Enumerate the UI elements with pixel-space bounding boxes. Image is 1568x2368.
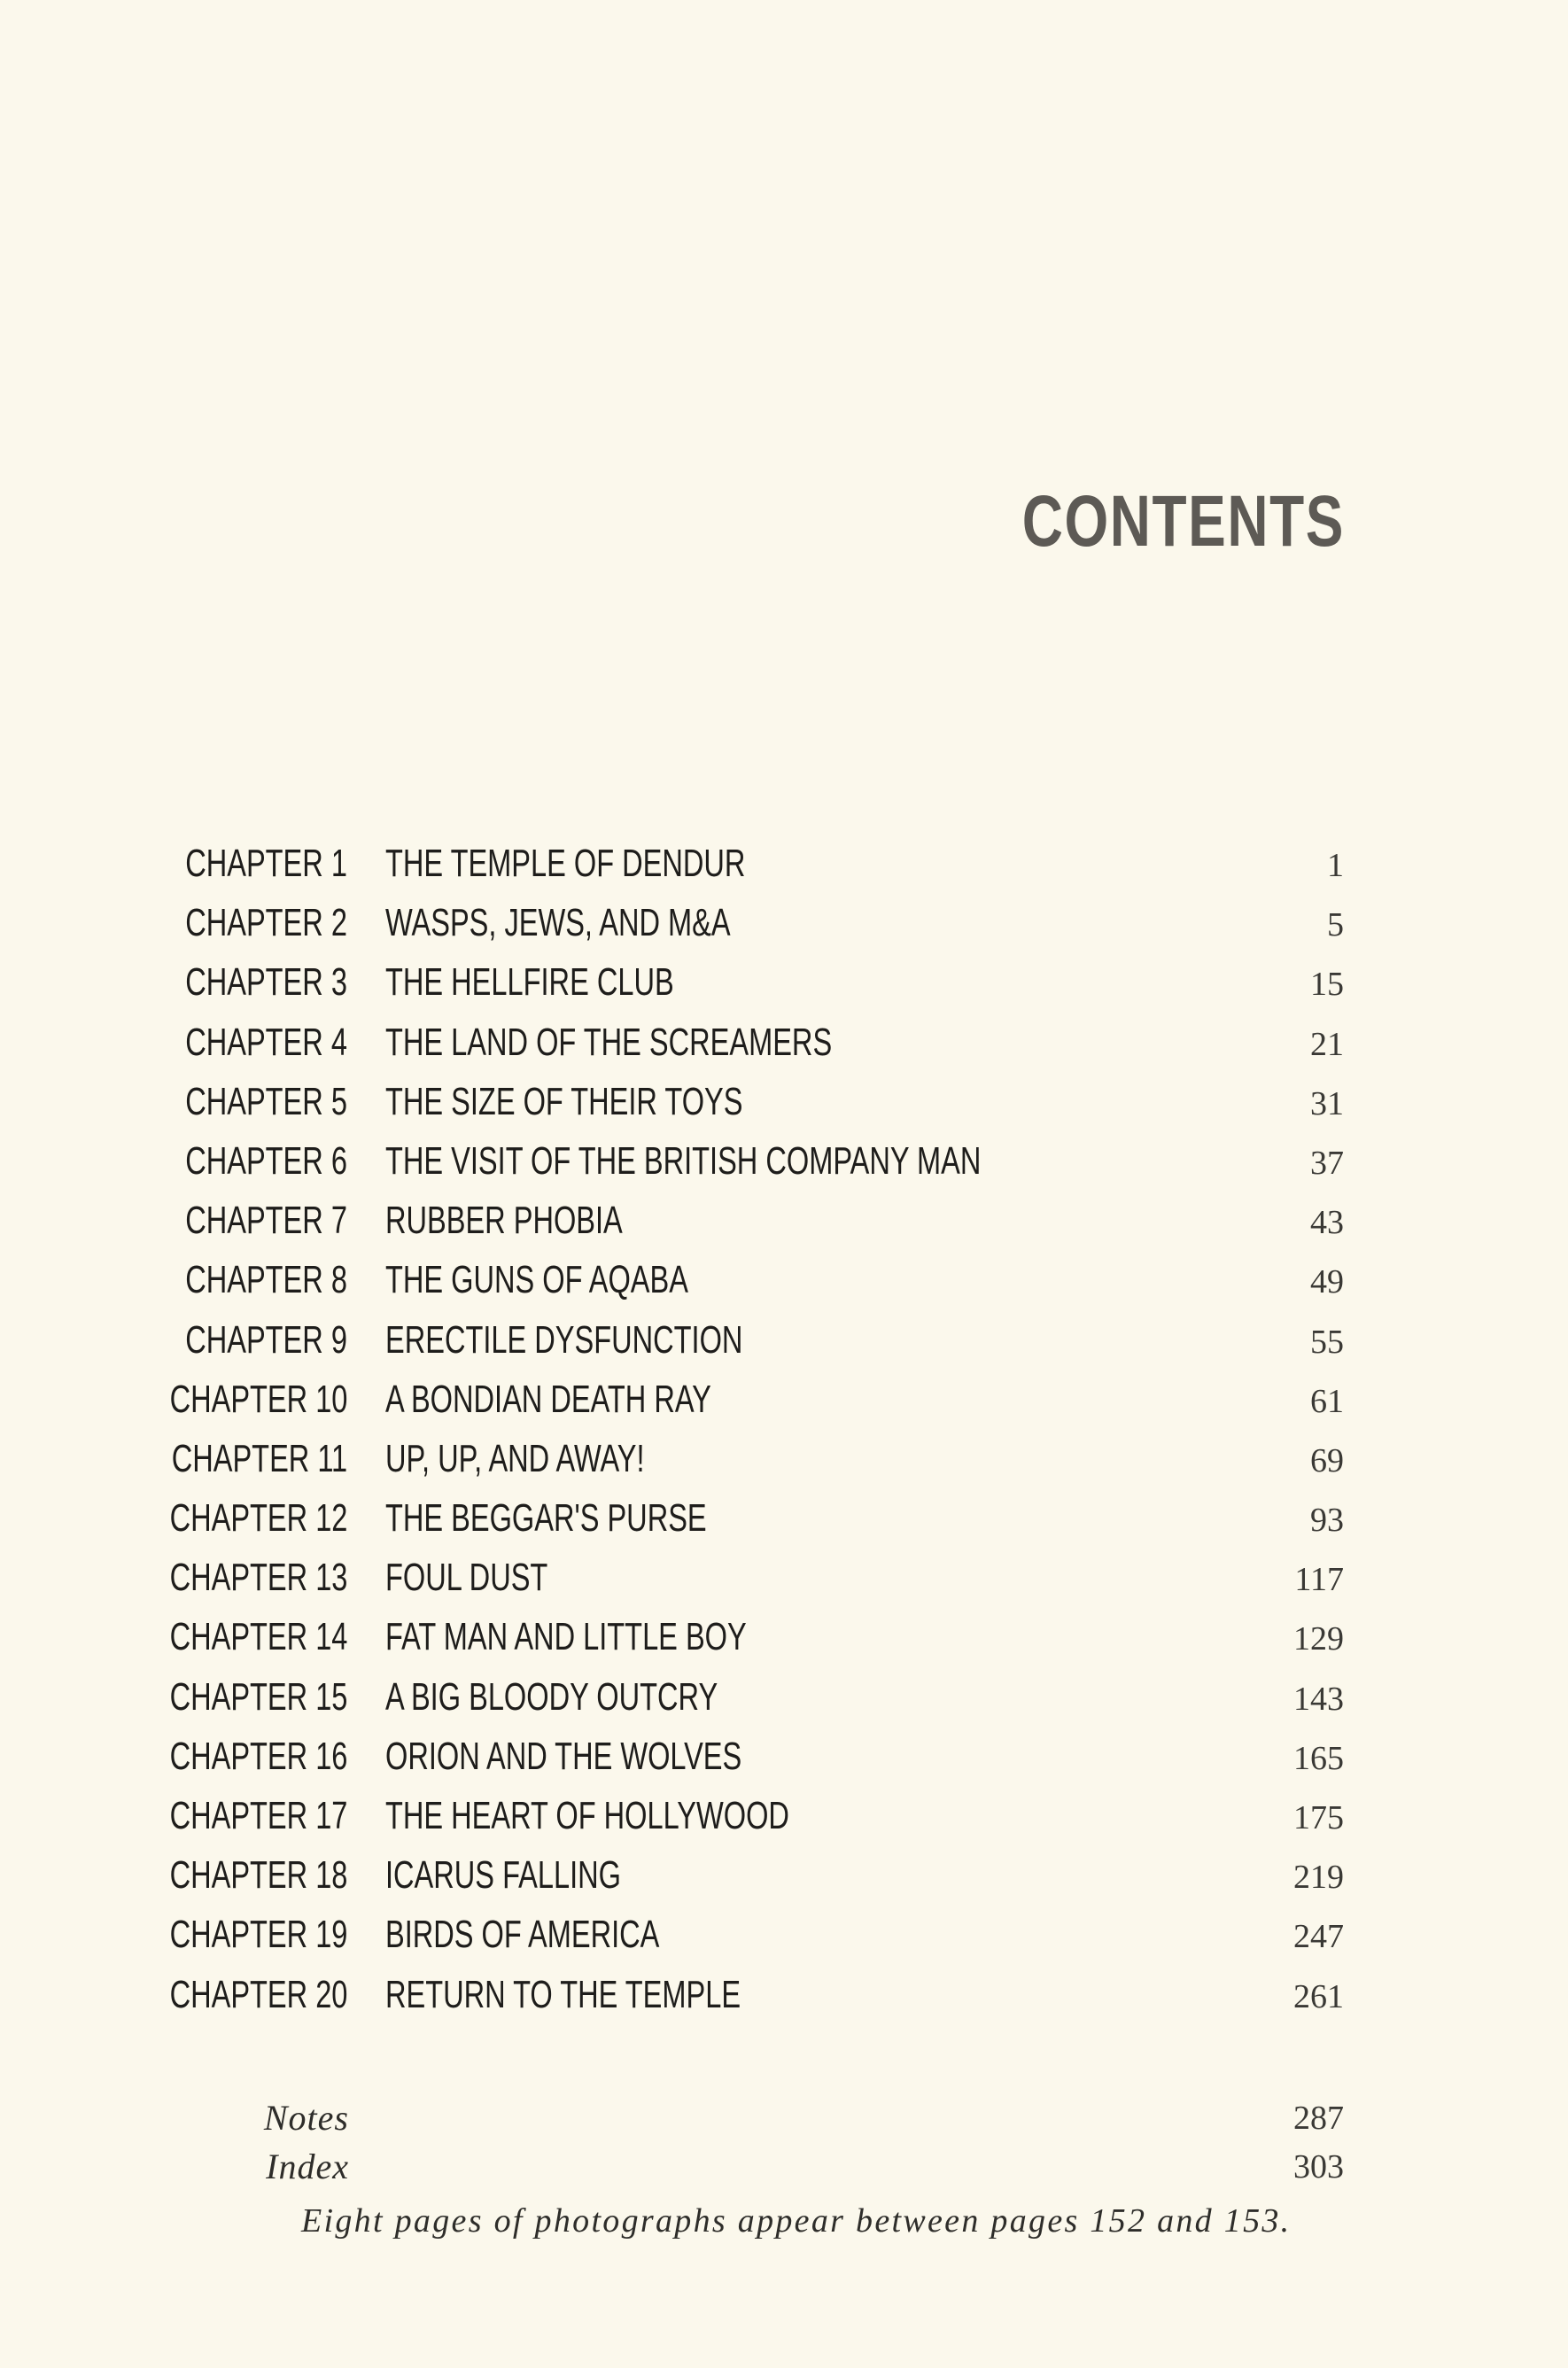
chapter-page-number: 219 [1293,1859,1344,1897]
chapter-title: ORION AND THE WOLVES [385,1734,742,1778]
chapter-label: CHAPTER 7 [185,1199,347,1243]
back-matter-entry [0,2145,1568,2193]
chapter-page-number: 61 [1310,1382,1344,1420]
chapter-page-number: 175 [1293,1799,1344,1836]
toc-entry [0,1199,1568,1258]
chapter-page-number: 15 [1310,966,1344,1004]
chapter-label: CHAPTER 8 [185,1258,347,1302]
chapter-page-number: 247 [1293,1918,1344,1956]
toc-entry [0,1080,1568,1139]
chapter-label: CHAPTER 14 [169,1615,347,1659]
back-matter-label: Notes [263,2098,349,2138]
toc-entry [0,1437,1568,1496]
chapter-label: CHAPTER 5 [185,1079,347,1123]
chapter-label: CHAPTER 9 [185,1317,347,1362]
toc-entry [0,1615,1568,1674]
toc-entry [0,842,1568,901]
chapter-title: RETURN TO THE TEMPLE [385,1972,741,2016]
toc-entry [0,1675,1568,1735]
chapter-page-number: 1 [1327,847,1344,884]
chapter-label: CHAPTER 3 [185,960,347,1005]
chapter-title: THE BEGGAR'S PURSE [385,1496,707,1541]
toc-entry [0,1258,1568,1317]
chapter-label: CHAPTER 2 [185,901,347,945]
back-matter-label: Index [266,2147,349,2186]
chapter-label: CHAPTER 6 [185,1138,347,1183]
chapter-page-number: 143 [1293,1680,1344,1718]
chapter-page-number: 49 [1310,1263,1344,1301]
chapter-title: FAT MAN AND LITTLE BOY [385,1615,747,1659]
chapter-page-number: 43 [1310,1204,1344,1242]
chapter-title: THE GUNS OF AQABA [385,1258,688,1302]
chapter-label: CHAPTER 20 [169,1972,347,2016]
toc-entry [0,1496,1568,1556]
chapter-title: BIRDS OF AMERICA [385,1913,660,1957]
toc-entry [0,960,1568,1020]
chapter-title: FOUL DUST [385,1556,548,1600]
toc-entry [0,1853,1568,1913]
chapter-title: WASPS, JEWS, AND M&A [385,901,731,945]
toc-entry [0,1139,1568,1199]
chapter-page-number: 261 [1293,1977,1344,2015]
toc-entry [0,1021,1568,1080]
chapter-label: CHAPTER 4 [185,1020,347,1064]
toc-entry [0,901,1568,960]
chapter-page-number: 129 [1293,1620,1344,1658]
chapter-page-number: 117 [1294,1561,1344,1599]
chapter-label: CHAPTER 10 [169,1377,347,1421]
toc-entry [0,1735,1568,1794]
chapter-page-number: 93 [1310,1502,1344,1540]
toc-entry [0,1973,1568,2032]
chapter-label: CHAPTER 12 [169,1496,347,1541]
chapter-page-number: 31 [1310,1084,1344,1122]
chapter-label: CHAPTER 17 [169,1794,347,1837]
back-matter-page-number: 287 [1293,2100,1344,2137]
chapter-title: THE HELLFIRE CLUB [385,960,674,1005]
toc-entry [0,1378,1568,1437]
table-of-contents [0,842,1568,2032]
chapter-label: CHAPTER 1 [185,842,347,885]
chapter-label: CHAPTER 13 [169,1556,347,1600]
chapter-page-number: 21 [1310,1025,1344,1063]
chapter-title: ICARUS FALLING [385,1853,621,1898]
page-title: CONTENTS [1021,481,1345,562]
chapter-title: THE TEMPLE OF DENDUR [385,842,746,885]
chapter-label: CHAPTER 18 [169,1853,347,1898]
back-matter-page-number: 303 [1293,2148,1344,2186]
chapter-label: CHAPTER 19 [169,1913,347,1957]
chapter-title: A BIG BLOODY OUTCRY [385,1674,718,1719]
chapter-page-number: 165 [1293,1739,1344,1777]
chapter-title: UP, UP, AND AWAY! [385,1436,645,1480]
photographs-note: Eight pages of photographs appear between pages 152 and 153. [301,2202,1292,2240]
chapter-label: CHAPTER 16 [169,1734,347,1778]
back-matter-entry [0,2096,1568,2145]
chapter-label: CHAPTER 15 [169,1674,347,1719]
chapter-title: ERECTILE DYSFUNCTION [385,1317,743,1362]
chapter-page-number: 55 [1310,1323,1344,1361]
chapter-page-number: 37 [1310,1144,1344,1182]
chapter-page-number: 69 [1310,1441,1344,1479]
chapter-title: THE HEART OF HOLLYWOOD [385,1794,789,1837]
chapter-title: THE VISIT OF THE BRITISH COMPANY MAN [385,1138,982,1183]
back-matter-list [0,2096,1568,2193]
toc-entry [0,1318,1568,1378]
chapter-title: THE LAND OF THE SCREAMERS [385,1020,833,1064]
chapter-title: A BONDIAN DEATH RAY [385,1377,711,1421]
toc-entry [0,1556,1568,1615]
chapter-title: RUBBER PHOBIA [385,1199,623,1243]
chapter-label: CHAPTER 11 [171,1436,347,1480]
chapter-page-number: 5 [1327,906,1344,944]
toc-entry [0,1913,1568,1972]
chapter-title: THE SIZE OF THEIR TOYS [385,1079,743,1123]
toc-entry [0,1794,1568,1853]
